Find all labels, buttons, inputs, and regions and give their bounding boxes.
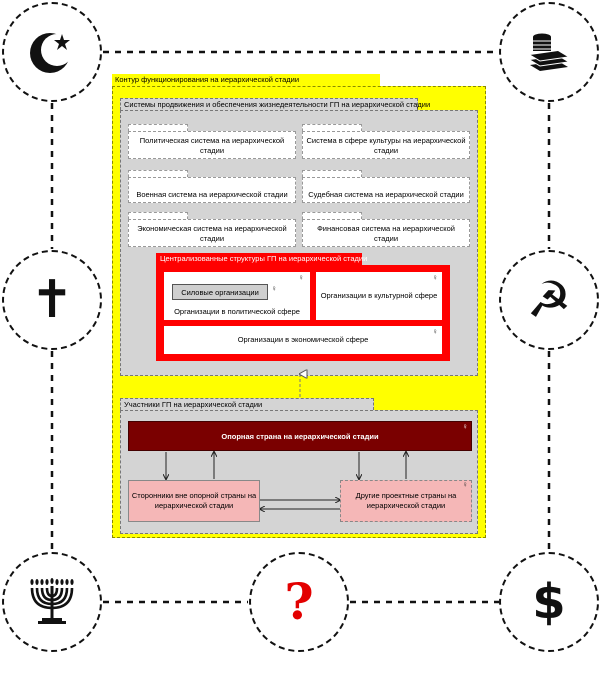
system-item-label: Система в сфере культуры на иерархической стадии — [306, 136, 466, 155]
central-package-title: Централизованные структуры ГП на иерархической стадии — [160, 254, 368, 263]
system-item-label: Военная система на иерархической стадии — [136, 189, 288, 199]
supporters-box — [128, 480, 260, 522]
actor-icon: ♀ — [462, 480, 468, 489]
actor-icon: ♀ — [462, 422, 468, 431]
actor-icon: ♀ — [432, 273, 438, 282]
hammer-sickle-icon: ☭ — [526, 271, 572, 329]
supporters-label: Сторонники вне опорной страны на иерархической стадии — [131, 491, 257, 510]
system-item-label: Финансовая система на иерархической стадии — [317, 224, 455, 243]
other-countries-box — [340, 480, 472, 522]
actor-icon: ♀ — [432, 327, 438, 336]
dollar-icon: $ — [532, 574, 566, 630]
question-mark-icon: ? — [284, 572, 314, 631]
core-country — [128, 421, 472, 451]
political-organizations-label: Организации в политической сфере — [174, 306, 300, 316]
cross-icon: ✝ — [30, 270, 74, 330]
other-countries-label: Другие проектные страны на иерархической стадии — [355, 491, 457, 510]
system-item-label: Судебная система на иерархической стадии — [308, 189, 464, 199]
cultural-organizations-label: Организации в культурной сфере — [320, 291, 438, 301]
systems-package-title: Системы продвижения и обеспечения жизнедеятельности ГП на иерархической стадии — [124, 100, 431, 109]
actor-icon: ♀ — [271, 284, 277, 293]
actor-icon: ♀ — [298, 273, 304, 282]
economic-organizations-label: Организации в экономической сфере — [237, 335, 369, 345]
participants-package-title: Участники ГП на иерархической стадии — [124, 400, 263, 409]
outer-package-title: Контур функционирования на иерархической стадии — [115, 75, 300, 84]
system-item-label: Политическая система на иерархической стадии — [139, 136, 285, 155]
system-item-label: Экономическая система на иерархической стадии — [137, 224, 287, 243]
core-country-label: Опорная страна на иерархической стадии — [221, 431, 379, 441]
power-organizations-label: Силовые организации — [181, 287, 259, 297]
